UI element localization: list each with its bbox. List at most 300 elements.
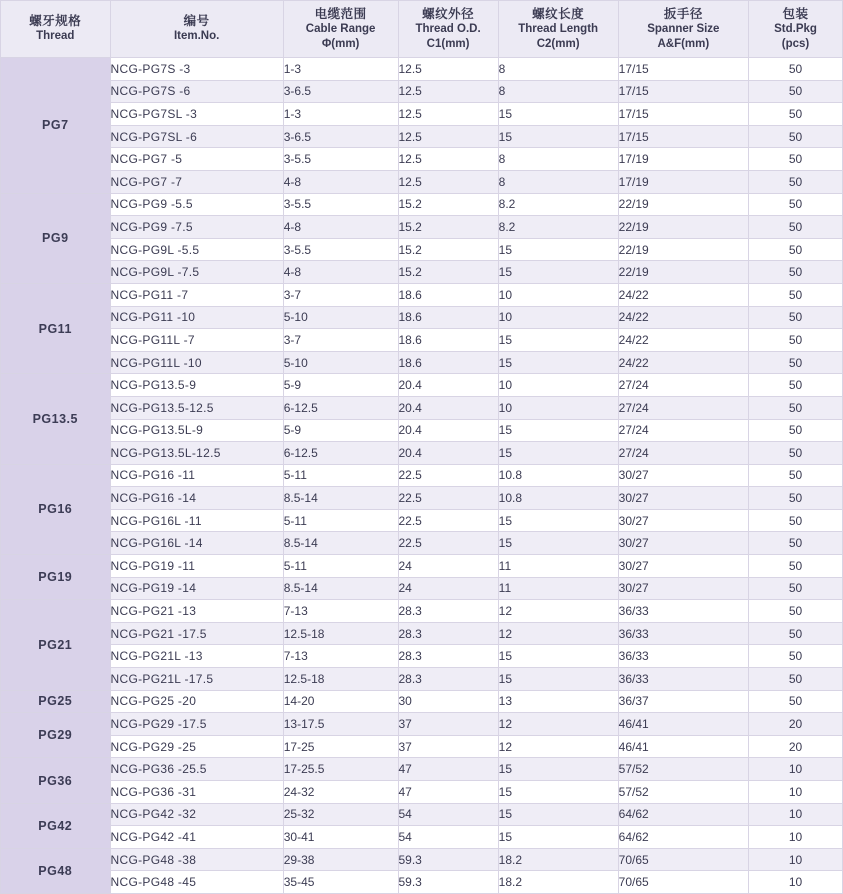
- item-no-cell: NCG-PG16 -14: [110, 487, 283, 510]
- thread-od-cell: 47: [398, 758, 498, 781]
- item-no-cell: NCG-PG29 -17.5: [110, 713, 283, 736]
- std-pkg-cell: 50: [749, 306, 843, 329]
- table-row: [1, 622, 843, 645]
- spanner-size-cell: 46/41: [618, 713, 748, 736]
- spanner-size-cell: 17/19: [618, 170, 748, 193]
- item-no-cell: NCG-PG16L -11: [110, 509, 283, 532]
- spanner-size-cell: 17/15: [618, 103, 748, 126]
- column-header-cable-range-en: Cable Range: [305, 22, 376, 35]
- table-row: [1, 871, 843, 894]
- std-pkg-cell: 50: [749, 690, 843, 713]
- column-header-thread-od: [398, 1, 498, 58]
- cable-range-cell: 24-32: [283, 781, 398, 804]
- cable-range-cell: 17-25.5: [283, 758, 398, 781]
- std-pkg-cell: 50: [749, 193, 843, 216]
- item-no-cell: NCG-PG16L -14: [110, 532, 283, 555]
- std-pkg-cell: 50: [749, 419, 843, 442]
- thread-od-cell: 18.6: [398, 283, 498, 306]
- std-pkg-cell: 50: [749, 464, 843, 487]
- cable-range-cell: 8.5-14: [283, 532, 398, 555]
- spanner-size-cell: 27/24: [618, 396, 748, 419]
- thread-length-cell: 8: [498, 80, 618, 103]
- spanner-size-cell: 24/22: [618, 329, 748, 352]
- spanner-size-cell: 27/24: [618, 442, 748, 465]
- item-no-cell: NCG-PG48 -45: [110, 871, 283, 894]
- table-row: [1, 351, 843, 374]
- thread-length-cell: 15: [498, 261, 618, 284]
- spanner-size-cell: 30/27: [618, 487, 748, 510]
- column-header-spanner-size-en: Spanner Size: [647, 22, 720, 35]
- spanner-size-cell: 30/27: [618, 532, 748, 555]
- thread-length-cell: 15: [498, 238, 618, 261]
- table-row: [1, 216, 843, 239]
- thread-length-cell: 15: [498, 758, 618, 781]
- thread-length-cell: 8.2: [498, 193, 618, 216]
- item-no-cell: NCG-PG48 -38: [110, 848, 283, 871]
- column-header-thread-length-cn: 螺纹长度: [532, 6, 585, 21]
- spanner-size-cell: 70/65: [618, 848, 748, 871]
- thread-group-cell: PG21: [1, 600, 111, 690]
- thread-length-cell: 15: [498, 329, 618, 352]
- cable-range-cell: 3-6.5: [283, 80, 398, 103]
- table-row: [1, 487, 843, 510]
- thread-od-cell: 22.5: [398, 509, 498, 532]
- thread-od-cell: 20.4: [398, 374, 498, 397]
- thread-od-cell: 22.5: [398, 464, 498, 487]
- table-row: [1, 261, 843, 284]
- cable-range-cell: 3-7: [283, 283, 398, 306]
- thread-length-cell: 15: [498, 532, 618, 555]
- spanner-size-cell: 22/19: [618, 216, 748, 239]
- column-header-thread-length-en: Thread Length: [518, 22, 599, 35]
- spanner-size-cell: 27/24: [618, 374, 748, 397]
- cable-range-cell: 12.5-18: [283, 622, 398, 645]
- cable-range-cell: 5-11: [283, 509, 398, 532]
- table-row: [1, 170, 843, 193]
- thread-length-cell: 11: [498, 577, 618, 600]
- cable-range-cell: 4-8: [283, 170, 398, 193]
- item-no-cell: NCG-PG11 -7: [110, 283, 283, 306]
- thread-group-cell: PG29: [1, 713, 111, 758]
- table-row: [1, 148, 843, 171]
- thread-length-cell: 15: [498, 442, 618, 465]
- std-pkg-cell: 10: [749, 781, 843, 804]
- item-no-cell: NCG-PG42 -32: [110, 803, 283, 826]
- cable-range-cell: 8.5-14: [283, 487, 398, 510]
- item-no-cell: NCG-PG21L -13: [110, 645, 283, 668]
- table-row: [1, 826, 843, 849]
- table-row: [1, 193, 843, 216]
- thread-length-cell: 18.2: [498, 848, 618, 871]
- thread-od-cell: 20.4: [398, 396, 498, 419]
- item-no-cell: NCG-PG7 -5: [110, 148, 283, 171]
- cable-range-cell: 4-8: [283, 216, 398, 239]
- table-row: [1, 442, 843, 465]
- item-no-cell: NCG-PG25 -20: [110, 690, 283, 713]
- thread-length-cell: 10: [498, 283, 618, 306]
- column-header-cable-range-cn: 电缆范围: [314, 6, 367, 21]
- std-pkg-cell: 10: [749, 848, 843, 871]
- thread-od-cell: 20.4: [398, 442, 498, 465]
- item-no-cell: NCG-PG7SL -3: [110, 103, 283, 126]
- thread-od-cell: 59.3: [398, 871, 498, 894]
- table-row: [1, 713, 843, 736]
- spanner-size-cell: 36/33: [618, 668, 748, 691]
- cable-range-cell: 5-11: [283, 555, 398, 578]
- table-row: [1, 374, 843, 397]
- thread-group-cell: PG36: [1, 758, 111, 803]
- cable-range-cell: 6-12.5: [283, 442, 398, 465]
- table-row: [1, 758, 843, 781]
- cable-range-cell: 5-10: [283, 351, 398, 374]
- thread-length-cell: 10.8: [498, 487, 618, 510]
- item-no-cell: NCG-PG11L -7: [110, 329, 283, 352]
- column-header-item-no: [110, 1, 283, 58]
- spanner-size-cell: 46/41: [618, 735, 748, 758]
- std-pkg-cell: 50: [749, 216, 843, 239]
- column-header-thread-od-en: Thread O.D.: [415, 22, 481, 35]
- thread-od-cell: 28.3: [398, 622, 498, 645]
- table-row: [1, 848, 843, 871]
- std-pkg-cell: 50: [749, 487, 843, 510]
- cable-range-cell: 12.5-18: [283, 668, 398, 691]
- spanner-size-cell: 30/27: [618, 577, 748, 600]
- thread-od-cell: 15.2: [398, 193, 498, 216]
- table-row: [1, 80, 843, 103]
- cable-range-cell: 5-11: [283, 464, 398, 487]
- std-pkg-cell: 50: [749, 80, 843, 103]
- spanner-size-cell: 30/27: [618, 509, 748, 532]
- spanner-size-cell: 22/19: [618, 193, 748, 216]
- column-header-spanner-size-unit: A&F(mm): [657, 37, 710, 50]
- thread-length-cell: 8: [498, 148, 618, 171]
- item-no-cell: NCG-PG7 -7: [110, 170, 283, 193]
- thread-od-cell: 22.5: [398, 532, 498, 555]
- cable-range-cell: 8.5-14: [283, 577, 398, 600]
- spanner-size-cell: 36/37: [618, 690, 748, 713]
- thread-group-cell: PG11: [1, 283, 111, 373]
- cable-range-cell: 35-45: [283, 871, 398, 894]
- column-header-item-no-cn: 编号: [183, 14, 210, 28]
- table-row: [1, 329, 843, 352]
- table-row: [1, 645, 843, 668]
- table-row: [1, 306, 843, 329]
- thread-od-cell: 54: [398, 826, 498, 849]
- std-pkg-cell: 50: [749, 261, 843, 284]
- std-pkg-cell: 50: [749, 103, 843, 126]
- thread-od-cell: 24: [398, 577, 498, 600]
- spanner-size-cell: 36/33: [618, 600, 748, 623]
- table-row: [1, 781, 843, 804]
- thread-od-cell: 47: [398, 781, 498, 804]
- cable-range-cell: 3-6.5: [283, 125, 398, 148]
- std-pkg-cell: 10: [749, 826, 843, 849]
- std-pkg-cell: 50: [749, 442, 843, 465]
- item-no-cell: NCG-PG13.5-9: [110, 374, 283, 397]
- thread-od-cell: 20.4: [398, 419, 498, 442]
- table-row: [1, 735, 843, 758]
- item-no-cell: NCG-PG9 -5.5: [110, 193, 283, 216]
- thread-length-cell: 15: [498, 125, 618, 148]
- thread-od-cell: 12.5: [398, 170, 498, 193]
- thread-od-cell: 18.6: [398, 351, 498, 374]
- table-row: [1, 58, 843, 81]
- std-pkg-cell: 50: [749, 329, 843, 352]
- cable-range-cell: 14-20: [283, 690, 398, 713]
- thread-length-cell: 15: [498, 509, 618, 532]
- spanner-size-cell: 17/15: [618, 125, 748, 148]
- thread-od-cell: 28.3: [398, 668, 498, 691]
- thread-od-cell: 22.5: [398, 487, 498, 510]
- column-header-thread-length: [498, 1, 618, 58]
- thread-od-cell: 59.3: [398, 848, 498, 871]
- thread-length-cell: 8: [498, 170, 618, 193]
- cable-range-cell: 3-7: [283, 329, 398, 352]
- column-header-cable-range: [283, 1, 398, 58]
- thread-od-cell: 54: [398, 803, 498, 826]
- item-no-cell: NCG-PG21 -13: [110, 600, 283, 623]
- cable-range-cell: 5-10: [283, 306, 398, 329]
- thread-od-cell: 28.3: [398, 600, 498, 623]
- table-row: [1, 103, 843, 126]
- thread-group-cell: PG25: [1, 690, 111, 713]
- spanner-size-cell: 22/19: [618, 261, 748, 284]
- spanner-size-cell: 64/62: [618, 803, 748, 826]
- thread-group-cell: PG19: [1, 555, 111, 600]
- item-no-cell: NCG-PG9L -5.5: [110, 238, 283, 261]
- item-no-cell: NCG-PG19 -14: [110, 577, 283, 600]
- table-row: [1, 238, 843, 261]
- table-header: [1, 1, 843, 58]
- thread-group-cell: PG13.5: [1, 374, 111, 464]
- thread-length-cell: 15: [498, 803, 618, 826]
- cable-range-cell: 4-8: [283, 261, 398, 284]
- item-no-cell: NCG-PG36 -31: [110, 781, 283, 804]
- table-row: [1, 803, 843, 826]
- item-no-cell: NCG-PG9L -7.5: [110, 261, 283, 284]
- column-header-thread-length-unit: C2(mm): [536, 37, 580, 50]
- thread-length-cell: 8.2: [498, 216, 618, 239]
- column-header-thread: [1, 1, 111, 58]
- spanner-size-cell: 27/24: [618, 419, 748, 442]
- spanner-size-cell: 57/52: [618, 781, 748, 804]
- thread-group-cell: PG9: [1, 193, 111, 283]
- std-pkg-cell: 50: [749, 125, 843, 148]
- spanner-size-cell: 57/52: [618, 758, 748, 781]
- std-pkg-cell: 50: [749, 283, 843, 306]
- column-header-thread-en: Thread: [36, 30, 75, 42]
- thread-length-cell: 12: [498, 735, 618, 758]
- thread-group-cell: PG48: [1, 848, 111, 893]
- thread-length-cell: 12: [498, 713, 618, 736]
- column-header-thread-od-unit: C1(mm): [426, 37, 470, 50]
- item-no-cell: NCG-PG7S -3: [110, 58, 283, 81]
- thread-od-cell: 12.5: [398, 148, 498, 171]
- std-pkg-cell: 50: [749, 555, 843, 578]
- thread-length-cell: 15: [498, 103, 618, 126]
- table-row: [1, 125, 843, 148]
- std-pkg-cell: 20: [749, 713, 843, 736]
- std-pkg-cell: 50: [749, 238, 843, 261]
- thread-od-cell: 12.5: [398, 125, 498, 148]
- thread-od-cell: 15.2: [398, 261, 498, 284]
- item-no-cell: NCG-PG9 -7.5: [110, 216, 283, 239]
- std-pkg-cell: 50: [749, 396, 843, 419]
- spanner-size-cell: 17/15: [618, 80, 748, 103]
- std-pkg-cell: 20: [749, 735, 843, 758]
- spanner-size-cell: 30/27: [618, 555, 748, 578]
- std-pkg-cell: 50: [749, 645, 843, 668]
- item-no-cell: NCG-PG21 -17.5: [110, 622, 283, 645]
- std-pkg-cell: 50: [749, 351, 843, 374]
- spanner-size-cell: 36/33: [618, 622, 748, 645]
- thread-od-cell: 12.5: [398, 103, 498, 126]
- item-no-cell: NCG-PG7S -6: [110, 80, 283, 103]
- spanner-size-cell: 17/19: [618, 148, 748, 171]
- table-row: [1, 600, 843, 623]
- spanner-size-cell: 36/33: [618, 645, 748, 668]
- table-row: [1, 668, 843, 691]
- cable-range-cell: 13-17.5: [283, 713, 398, 736]
- thread-od-cell: 18.6: [398, 306, 498, 329]
- std-pkg-cell: 50: [749, 509, 843, 532]
- thread-od-cell: 37: [398, 713, 498, 736]
- thread-od-cell: 24: [398, 555, 498, 578]
- item-no-cell: NCG-PG13.5-12.5: [110, 396, 283, 419]
- thread-length-cell: 12: [498, 600, 618, 623]
- std-pkg-cell: 10: [749, 803, 843, 826]
- thread-od-cell: 15.2: [398, 216, 498, 239]
- std-pkg-cell: 10: [749, 871, 843, 894]
- thread-length-cell: 10.8: [498, 464, 618, 487]
- cable-range-cell: 1-3: [283, 58, 398, 81]
- item-no-cell: NCG-PG11 -10: [110, 306, 283, 329]
- spanner-size-cell: 64/62: [618, 826, 748, 849]
- item-no-cell: NCG-PG21L -17.5: [110, 668, 283, 691]
- thread-od-cell: 18.6: [398, 329, 498, 352]
- thread-length-cell: 12: [498, 622, 618, 645]
- std-pkg-cell: 50: [749, 148, 843, 171]
- column-header-cable-range-unit: Φ(mm): [321, 37, 360, 50]
- thread-od-cell: 28.3: [398, 645, 498, 668]
- table-body: [1, 58, 843, 894]
- item-no-cell: NCG-PG36 -25.5: [110, 758, 283, 781]
- std-pkg-cell: 50: [749, 374, 843, 397]
- cable-range-cell: 3-5.5: [283, 193, 398, 216]
- thread-length-cell: 10: [498, 396, 618, 419]
- std-pkg-cell: 50: [749, 532, 843, 555]
- cable-range-cell: 30-41: [283, 826, 398, 849]
- std-pkg-cell: 10: [749, 758, 843, 781]
- thread-od-cell: 12.5: [398, 58, 498, 81]
- cable-range-cell: 3-5.5: [283, 238, 398, 261]
- table-row: [1, 532, 843, 555]
- column-header-std-pkg-unit: (pcs): [781, 37, 810, 50]
- std-pkg-cell: 50: [749, 577, 843, 600]
- std-pkg-cell: 50: [749, 622, 843, 645]
- item-no-cell: NCG-PG13.5L-12.5: [110, 442, 283, 465]
- table-row: [1, 509, 843, 532]
- column-header-thread-cn: 螺牙规格: [29, 14, 82, 28]
- cable-range-cell: 7-13: [283, 645, 398, 668]
- item-no-cell: NCG-PG13.5L-9: [110, 419, 283, 442]
- thread-group-cell: PG42: [1, 803, 111, 848]
- thread-length-cell: 15: [498, 645, 618, 668]
- thread-length-cell: 15: [498, 351, 618, 374]
- column-header-std-pkg-cn: 包装: [782, 6, 809, 21]
- std-pkg-cell: 50: [749, 58, 843, 81]
- cable-range-cell: 6-12.5: [283, 396, 398, 419]
- item-no-cell: NCG-PG7SL -6: [110, 125, 283, 148]
- thread-od-cell: 12.5: [398, 80, 498, 103]
- spanner-size-cell: 24/22: [618, 283, 748, 306]
- thread-length-cell: 15: [498, 826, 618, 849]
- column-header-thread-od-cn: 螺纹外径: [422, 6, 475, 21]
- cable-range-cell: 7-13: [283, 600, 398, 623]
- std-pkg-cell: 50: [749, 600, 843, 623]
- spanner-size-cell: 70/65: [618, 871, 748, 894]
- thread-length-cell: 8: [498, 58, 618, 81]
- table-row: [1, 464, 843, 487]
- item-no-cell: NCG-PG29 -25: [110, 735, 283, 758]
- table-row: [1, 419, 843, 442]
- cable-range-cell: 5-9: [283, 419, 398, 442]
- cable-range-cell: 1-3: [283, 103, 398, 126]
- header-row: [1, 1, 843, 58]
- table-row: [1, 690, 843, 713]
- column-header-item-no-en: Item.No.: [173, 30, 220, 42]
- std-pkg-cell: 50: [749, 170, 843, 193]
- spanner-size-cell: 22/19: [618, 238, 748, 261]
- thread-length-cell: 11: [498, 555, 618, 578]
- thread-length-cell: 13: [498, 690, 618, 713]
- cable-range-cell: 17-25: [283, 735, 398, 758]
- thread-length-cell: 10: [498, 374, 618, 397]
- column-header-spanner-size: [618, 1, 748, 58]
- std-pkg-cell: 50: [749, 668, 843, 691]
- thread-length-cell: 10: [498, 306, 618, 329]
- item-no-cell: NCG-PG42 -41: [110, 826, 283, 849]
- thread-length-cell: 15: [498, 781, 618, 804]
- column-header-spanner-size-cn: 扳手径: [663, 6, 703, 21]
- thread-group-cell: PG7: [1, 58, 111, 194]
- cable-range-cell: 5-9: [283, 374, 398, 397]
- table-row: [1, 396, 843, 419]
- thread-length-cell: 18.2: [498, 871, 618, 894]
- column-header-std-pkg-en: Std.Pkg: [774, 22, 817, 35]
- table-row: [1, 555, 843, 578]
- item-no-cell: NCG-PG19 -11: [110, 555, 283, 578]
- item-no-cell: NCG-PG11L -10: [110, 351, 283, 374]
- thread-length-cell: 15: [498, 668, 618, 691]
- cable-range-cell: 25-32: [283, 803, 398, 826]
- thread-group-cell: PG16: [1, 464, 111, 554]
- thread-od-cell: 15.2: [398, 238, 498, 261]
- cable-range-cell: 3-5.5: [283, 148, 398, 171]
- spanner-size-cell: 30/27: [618, 464, 748, 487]
- spanner-size-cell: 24/22: [618, 351, 748, 374]
- column-header-std-pkg: [749, 1, 843, 58]
- spanner-size-cell: 17/15: [618, 58, 748, 81]
- spanner-size-cell: 24/22: [618, 306, 748, 329]
- cable-range-cell: 29-38: [283, 848, 398, 871]
- thread-od-cell: 37: [398, 735, 498, 758]
- item-no-cell: NCG-PG16 -11: [110, 464, 283, 487]
- table-row: [1, 283, 843, 306]
- thread-od-cell: 30: [398, 690, 498, 713]
- thread-length-cell: 15: [498, 419, 618, 442]
- table-row: [1, 577, 843, 600]
